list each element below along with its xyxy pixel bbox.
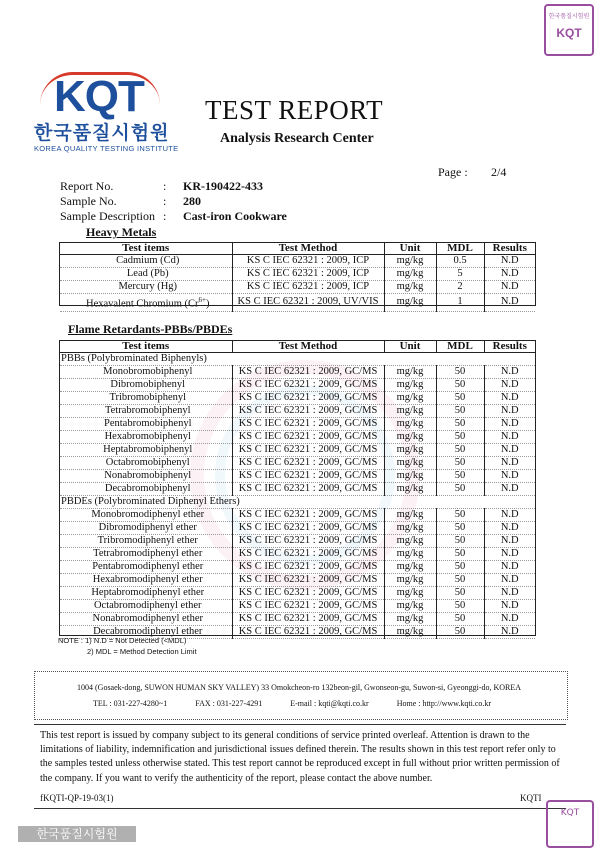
seal-stamp-top — [544, 4, 594, 56]
colon: : — [163, 194, 167, 208]
sample-description-row — [60, 209, 287, 224]
mdl: 1 — [436, 294, 484, 312]
telephone: TEL : 031-227-4280~1 — [93, 699, 168, 708]
table-row — [60, 366, 535, 379]
column-header: Test Method — [232, 341, 384, 353]
fax: FAX : 031-227-4291 — [195, 699, 263, 708]
group-row — [60, 353, 535, 366]
mdl: 50 — [436, 509, 484, 522]
result: N.D — [484, 366, 535, 379]
report-no-label: Report No. — [60, 179, 114, 193]
table-row — [60, 548, 535, 561]
sample-description-label: Sample Description — [60, 209, 155, 223]
result: N.D — [484, 483, 535, 496]
stamp-letters: KQT — [556, 26, 582, 40]
footer-code: KQTI — [520, 793, 542, 803]
test-item: Pentabromobiphenyl — [60, 418, 232, 431]
column-header: Test items — [60, 243, 232, 255]
mdl: 50 — [436, 548, 484, 561]
test-method: KS C IEC 62321 : 2009, GC/MS — [232, 431, 384, 444]
test-item: Hexavalent Chromium $(Cr^{6+})$ — [60, 294, 232, 312]
homepage: Home : http://www.kqti.co.kr — [396, 699, 492, 708]
test-item: Octabromobiphenyl — [60, 457, 232, 470]
unit: mg/kg — [384, 379, 436, 392]
mdl: 50 — [436, 483, 484, 496]
mdl: 50 — [436, 561, 484, 574]
table-row — [60, 483, 535, 496]
column-header: MDL — [436, 243, 484, 255]
test-item: Hexabromodiphenyl ether — [60, 574, 232, 587]
unit: mg/kg — [384, 366, 436, 379]
test-method: KS C IEC 62321 : 2009, GC/MS — [232, 600, 384, 613]
column-header: Test Method — [232, 243, 384, 255]
unit: mg/kg — [384, 405, 436, 418]
mdl: 50 — [436, 587, 484, 600]
result: N.D — [484, 613, 535, 626]
unit: mg/kg — [384, 600, 436, 613]
test-method: KS C IEC 62321 : 2009, ICP — [232, 268, 384, 281]
unit: mg/kg — [384, 255, 436, 268]
heavy-metals-title: Heavy Metals — [86, 225, 157, 239]
mdl: 50 — [436, 613, 484, 626]
test-item: Lead (Pb) — [60, 268, 232, 281]
test-item: Monobromodiphenyl ether — [60, 509, 232, 522]
test-method: KS C IEC 62321 : 2009, GC/MS — [232, 392, 384, 405]
column-header: Unit — [384, 243, 436, 255]
report-title: TEST REPORT — [205, 95, 384, 125]
report-info — [60, 179, 287, 224]
unit: mg/kg — [384, 483, 436, 496]
table-row — [60, 587, 535, 600]
test-item: Decabromodiphenyl ether — [60, 626, 232, 639]
report-no-row — [60, 179, 287, 194]
test-method: KS C IEC 62321 : 2009, GC/MS — [232, 522, 384, 535]
unit: mg/kg — [384, 294, 436, 312]
column-header: MDL — [436, 341, 484, 353]
sample-description-value: Cast-iron Cookware — [183, 209, 287, 223]
result: N.D — [484, 600, 535, 613]
mdl: 50 — [436, 470, 484, 483]
result: N.D — [484, 392, 535, 405]
email: E-mail : kqti@kqti.co.kr — [290, 699, 369, 708]
unit: mg/kg — [384, 457, 436, 470]
unit: mg/kg — [384, 522, 436, 535]
page-label: Page : — [438, 165, 468, 179]
flame-retardants-table — [60, 341, 535, 639]
test-item: Hexabromobiphenyl — [60, 431, 232, 444]
result: N.D — [484, 418, 535, 431]
sample-no-label: Sample No. — [60, 194, 117, 208]
note-line-1: NOTE : 1) N.D = Not Detected (<MDL) — [58, 636, 187, 645]
logo-english-name: KOREA QUALITY TESTING INSTITUTE — [34, 144, 179, 153]
mdl: 50 — [436, 457, 484, 470]
result: N.D — [484, 457, 535, 470]
unit: mg/kg — [384, 392, 436, 405]
test-method: KS C IEC 62321 : 2009, ICP — [232, 281, 384, 294]
table-row — [60, 405, 535, 418]
result: N.D — [484, 561, 535, 574]
company-logo — [30, 72, 180, 162]
flame-retardants-title: Flame Retardants-PBBs/PBDEs — [68, 322, 233, 336]
test-method: KS C IEC 62321 : 2009, GC/MS — [232, 379, 384, 392]
stamp-letters: KQT — [560, 808, 580, 818]
test-method: KS C IEC 62321 : 2009, GC/MS — [232, 587, 384, 600]
mdl: 50 — [436, 418, 484, 431]
result: N.D — [484, 281, 535, 294]
test-method: KS C IEC 62321 : 2009, GC/MS — [232, 470, 384, 483]
logo-letters: KQT — [54, 72, 144, 121]
mdl: 50 — [436, 522, 484, 535]
table-row — [60, 418, 535, 431]
table-row — [60, 522, 535, 535]
test-method: KS C IEC 62321 : 2009, GC/MS — [232, 548, 384, 561]
table-row — [60, 509, 535, 522]
table-row — [60, 294, 535, 312]
heavy-metals-table — [60, 243, 535, 312]
result: N.D — [484, 509, 535, 522]
seal-stamp-bottom — [546, 800, 594, 848]
test-item: Monobromobiphenyl — [60, 366, 232, 379]
page-number: 2/4 — [491, 165, 507, 179]
table-row — [60, 444, 535, 457]
result: N.D — [484, 522, 535, 535]
test-item: Octabromodiphenyl ether — [60, 600, 232, 613]
table-row — [60, 457, 535, 470]
table-header-row — [60, 341, 535, 353]
table-row — [60, 281, 535, 294]
test-method: KS C IEC 62321 : 2009, UV/VIS — [232, 294, 384, 312]
result: N.D — [484, 548, 535, 561]
mdl: 5 — [436, 268, 484, 281]
table-row — [60, 379, 535, 392]
test-item: Mercury (Hg) — [60, 281, 232, 294]
column-header: Results — [484, 341, 535, 353]
sample-no-row — [60, 194, 287, 209]
test-method: KS C IEC 62321 : 2009, ICP — [232, 255, 384, 268]
test-item: Nonabromobiphenyl — [60, 470, 232, 483]
mdl: 50 — [436, 600, 484, 613]
group-heading: PBBs (Polybrominated Biphenyls) — [60, 353, 535, 366]
divider — [34, 724, 566, 725]
result: N.D — [484, 405, 535, 418]
unit: mg/kg — [384, 281, 436, 294]
unit: mg/kg — [384, 535, 436, 548]
unit: mg/kg — [384, 613, 436, 626]
mdl: 0.5 — [436, 255, 484, 268]
result: N.D — [484, 470, 535, 483]
stamp-korean: 한국품질시험원 — [548, 13, 590, 20]
unit: mg/kg — [384, 561, 436, 574]
mdl: 50 — [436, 626, 484, 639]
unit: mg/kg — [384, 470, 436, 483]
sample-no-value: 280 — [183, 194, 201, 208]
table-row — [60, 268, 535, 281]
test-method: KS C IEC 62321 : 2009, GC/MS — [232, 444, 384, 457]
mdl: 50 — [436, 405, 484, 418]
test-item: Tribromodiphenyl ether — [60, 535, 232, 548]
test-method: KS C IEC 62321 : 2009, GC/MS — [232, 483, 384, 496]
company-address: 1004 (Gosaek-dong, SUWON HUMAN SKY VALLEY) 33 Omokcheon-ro 132beon-gil, Gwonseon-gu, Suwon-si, Gyeonggi-do, KOREA — [77, 683, 522, 692]
result: N.D — [484, 626, 535, 639]
unit: mg/kg — [384, 431, 436, 444]
column-header: Unit — [384, 341, 436, 353]
result: N.D — [484, 379, 535, 392]
logo-korean-name: 한국품질시험원 — [34, 122, 170, 144]
result: N.D — [484, 444, 535, 457]
mdl: 50 — [436, 431, 484, 444]
report-subtitle: Analysis Research Center — [220, 131, 374, 146]
test-item: Heptabromodiphenyl ether — [60, 587, 232, 600]
mdl: 2 — [436, 281, 484, 294]
test-item: Heptabromobiphenyl — [60, 444, 232, 457]
column-header: Results — [484, 243, 535, 255]
address-box — [34, 671, 568, 720]
notes — [58, 635, 197, 657]
test-item: Cadmium (Cd) — [60, 255, 232, 268]
colon: : — [163, 209, 167, 223]
test-item: Dibromobiphenyl — [60, 379, 232, 392]
note-line-2: 2) MDL = Method Detection Limit — [87, 647, 197, 656]
mdl: 50 — [436, 444, 484, 457]
mdl: 50 — [436, 392, 484, 405]
mdl: 50 — [436, 379, 484, 392]
test-item: Tetrabromobiphenyl — [60, 405, 232, 418]
result: N.D — [484, 294, 535, 312]
report-no-value: KR-190422-433 — [183, 179, 263, 193]
mdl: 50 — [436, 574, 484, 587]
unit: mg/kg — [384, 626, 436, 639]
form-code: fKQTI-QP-19-03(1) — [40, 793, 114, 803]
test-method: KS C IEC 62321 : 2009, GC/MS — [232, 509, 384, 522]
test-method: KS C IEC 62321 : 2009, GC/MS — [232, 574, 384, 587]
footer-divider — [34, 808, 566, 809]
mdl: 50 — [436, 535, 484, 548]
table-row — [60, 561, 535, 574]
table-row — [60, 392, 535, 405]
unit: mg/kg — [384, 509, 436, 522]
unit: mg/kg — [384, 418, 436, 431]
result: N.D — [484, 587, 535, 600]
group-row — [60, 496, 535, 509]
table-row — [60, 470, 535, 483]
unit: mg/kg — [384, 268, 436, 281]
test-method: KS C IEC 62321 : 2009, GC/MS — [232, 535, 384, 548]
test-item: Pentabromodiphenyl ether — [60, 561, 232, 574]
group-heading: PBDEs (Polybrominated Diphenyl Ethers) — [60, 496, 535, 509]
company-name-badge: 한국품질시험원 — [18, 826, 136, 842]
test-item: Nonabromodiphenyl ether — [60, 613, 232, 626]
result: N.D — [484, 535, 535, 548]
disclaimer: This test report is issued by company subject to its general conditions of service printed overleaf. Attention is drawn to the limitations of liability, indemnification and jurisdictional issues defined therein. The results shown in this test report refer only to the samples tested unless otherwise stated. This test report cannot be reproduced except in full without prior written permission of the company. If you want to verify the authenticity of the report, please contact the above number. — [40, 730, 560, 784]
test-method: KS C IEC 62321 : 2009, GC/MS — [232, 405, 384, 418]
unit: mg/kg — [384, 548, 436, 561]
test-item: Tetrabromodiphenyl ether — [60, 548, 232, 561]
result: N.D — [484, 255, 535, 268]
test-method: KS C IEC 62321 : 2009, GC/MS — [232, 366, 384, 379]
table-row — [60, 600, 535, 613]
table-row — [60, 431, 535, 444]
mdl: 50 — [436, 366, 484, 379]
test-item: Dibromodiphenyl ether — [60, 522, 232, 535]
table-header-row — [60, 243, 535, 255]
test-item: Decabromobiphenyl — [60, 483, 232, 496]
contact-line — [93, 699, 517, 708]
unit: mg/kg — [384, 444, 436, 457]
table-row — [60, 535, 535, 548]
test-method: KS C IEC 62321 : 2009, GC/MS — [232, 561, 384, 574]
test-method: KS C IEC 62321 : 2009, GC/MS — [232, 613, 384, 626]
test-method: KS C IEC 62321 : 2009, GC/MS — [232, 626, 384, 639]
unit: mg/kg — [384, 587, 436, 600]
test-item: Tribromobiphenyl — [60, 392, 232, 405]
result: N.D — [484, 431, 535, 444]
unit: mg/kg — [384, 574, 436, 587]
result: N.D — [484, 574, 535, 587]
table-row — [60, 255, 535, 268]
table-row — [60, 613, 535, 626]
result: N.D — [484, 268, 535, 281]
colon: : — [163, 179, 167, 193]
column-header: Test items — [60, 341, 232, 353]
test-method: KS C IEC 62321 : 2009, GC/MS — [232, 457, 384, 470]
table-row — [60, 574, 535, 587]
test-method: KS C IEC 62321 : 2009, GC/MS — [232, 418, 384, 431]
